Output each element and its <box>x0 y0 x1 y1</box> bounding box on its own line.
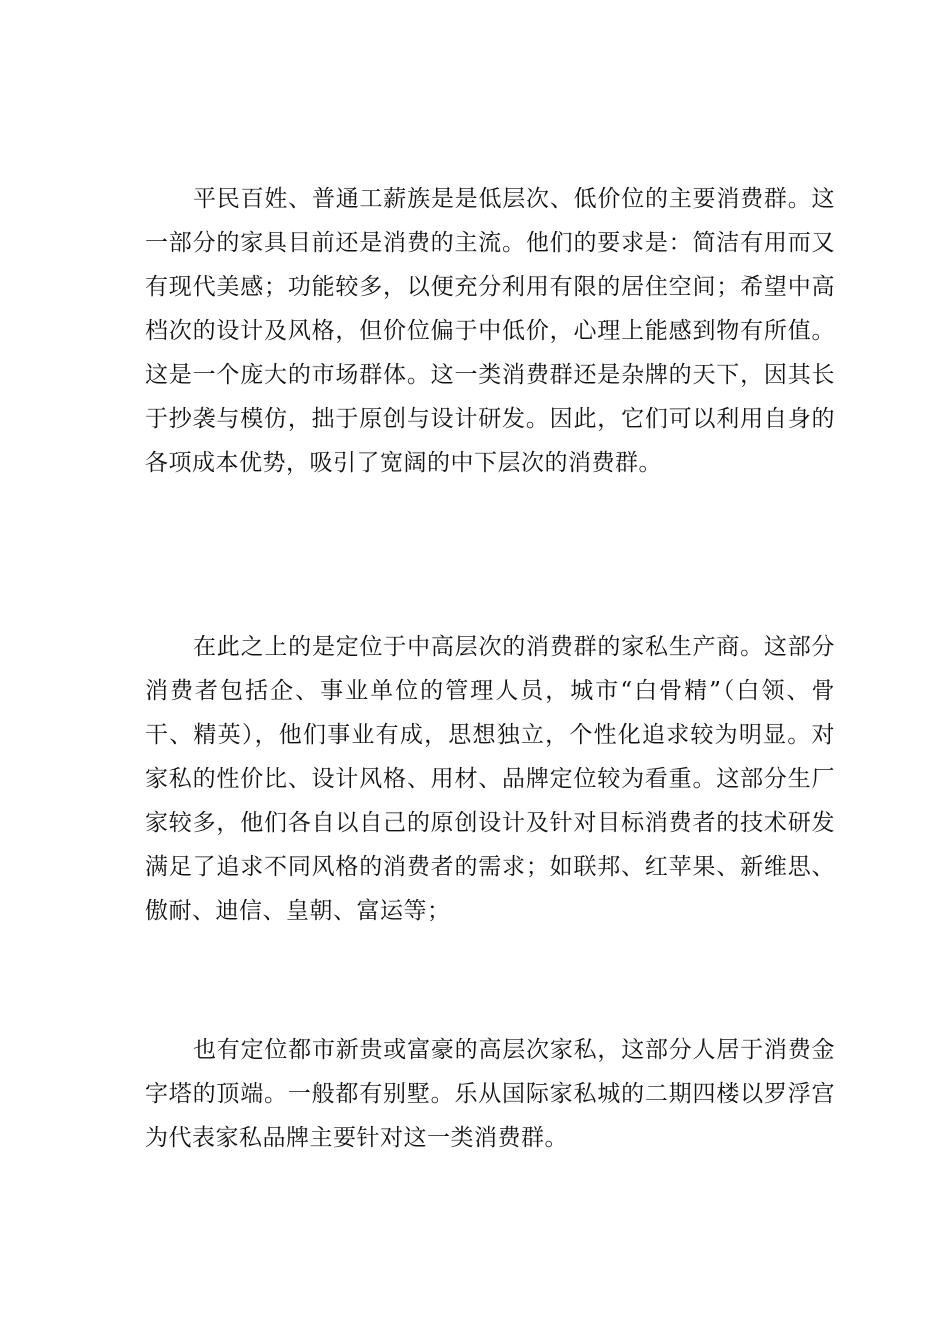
paragraph-high-tier-consumers: 也有定位都市新贵或富豪的高层次家私，这部分人居于消费金字塔的顶端。一般都有别墅。乐从国际家私城的二期四楼以罗浮宫为代表家私品牌主要针对这一类消费群。 <box>145 1037 835 1151</box>
paragraph-mid-high-tier-consumers: 在此之上的是定位于中高层次的消费群的家私生产商。这部分消费者包括企、事业单位的管理人员，城市“白骨精”（白领、骨干、精英），他们事业有成，思想独立，个性化追求较为明显。对家私的性价比、设计风格、用材、品牌定位较为看重。这部分生厂家较多，他们各自以自己的原创设计及针对目标消费者的技术研发满足了追求不同风格的消费者的需求；如联邦、红苹果、新维思、傲耐、迪信、皇朝、富运等； <box>145 634 835 924</box>
paragraph-low-tier-consumers: 平民百姓、普通工薪族是是低层次、低价位的主要消费群。这一部分的家具目前还是消费的主流。他们的要求是：简洁有用而又有现代美感；功能较多，以便充分利用有限的居住空间；希望中高档次的设计及风格，但价位偏于中低价，心理上能感到物有所值。这是一个庞大的市场群体。这一类消费群还是杂牌的天下，因其长于抄袭与模仿，拙于原创与设计研发。因此，它们可以利用自身的各项成本优势，吸引了宽阔的中下层次的消费群。 <box>145 186 835 476</box>
